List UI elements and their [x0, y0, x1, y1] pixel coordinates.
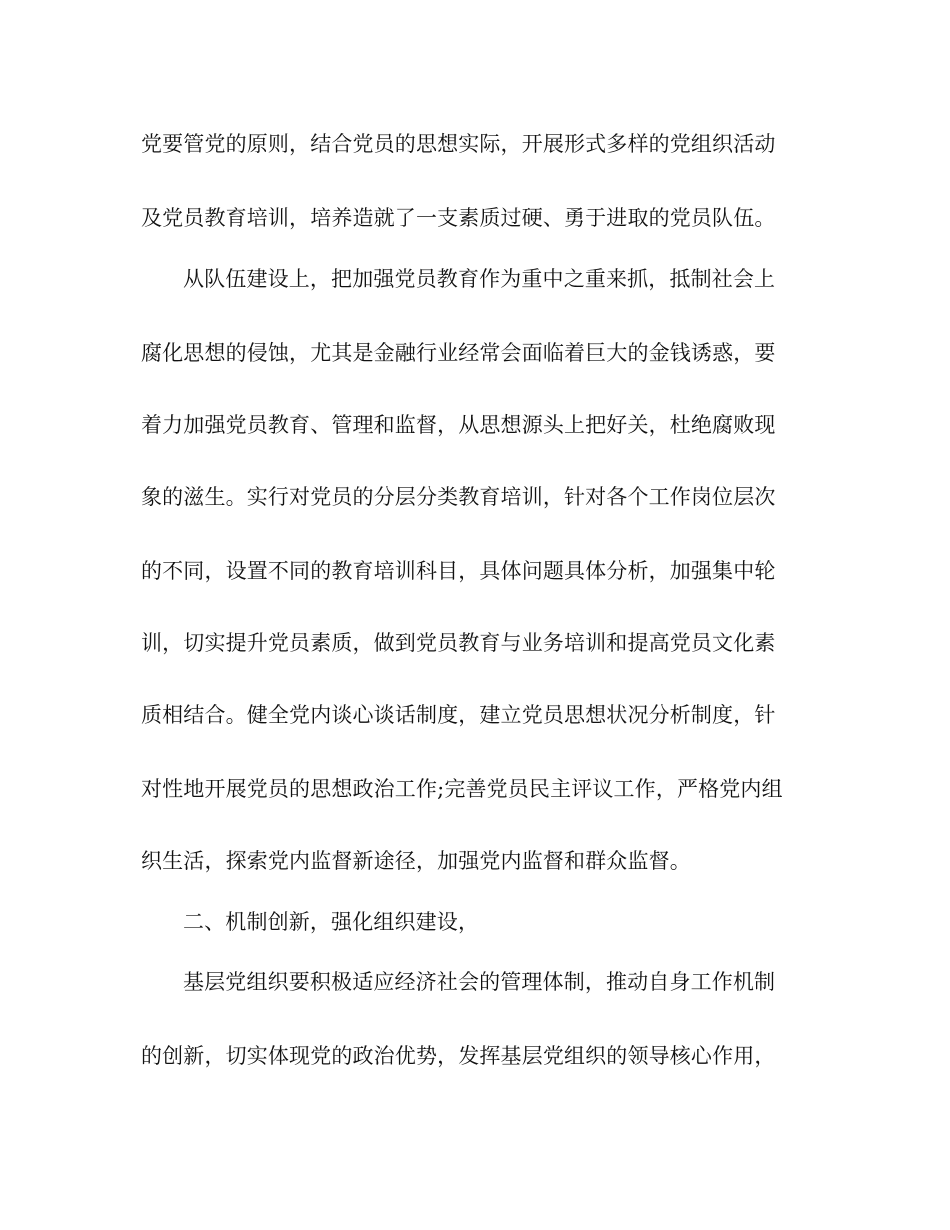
text-line-7: 的不同，设置不同的教育培训科目，具体问题具体分析，加强集中轮	[141, 559, 776, 583]
text-line-3: 从队伍建设上，把加强党员教育作为重中之重来抓，抵制社会上	[183, 267, 776, 291]
text-line-11: 织生活，探索党内监督新途径，加强党内监督和群众监督。	[141, 849, 691, 873]
text-line-8: 训，切实提升党员素质，做到党员教育与业务培训和提高党员文化素	[141, 631, 776, 655]
text-line-2: 及党员教育培训，培养造就了一支素质过硬、勇于进取的党员队伍。	[141, 206, 776, 230]
text-line-6: 象的滋生。实行对党员的分层分类教育培训，针对各个工作岗位层次	[141, 485, 776, 509]
section-heading: 二、机制创新，强化组织建设，	[183, 910, 480, 934]
text-line-5: 着力加强党员教育、管理和监督，从思想源头上把好关，杜绝腐败现	[141, 413, 776, 437]
text-line-9: 质相结合。健全党内谈心谈话制度，建立党员思想状况分析制度，针	[141, 703, 776, 727]
text-line-10: 对性地开展党员的思想政治工作;完善党员民主评议工作，严格党内组	[141, 777, 783, 801]
text-line-1: 党要管党的原则，结合党员的思想实际，开展形式多样的党组织活动	[141, 132, 776, 156]
text-line-4: 腐化思想的侵蚀，尤其是金融行业经常会面临着巨大的金钱诱惑，要	[141, 341, 776, 365]
text-line-13: 基层党组织要积极适应经济社会的管理体制，推动自身工作机制	[183, 970, 776, 994]
text-line-14: 的创新，切实体现党的政治优势，发挥基层党组织的领导核心作用，	[141, 1044, 776, 1068]
